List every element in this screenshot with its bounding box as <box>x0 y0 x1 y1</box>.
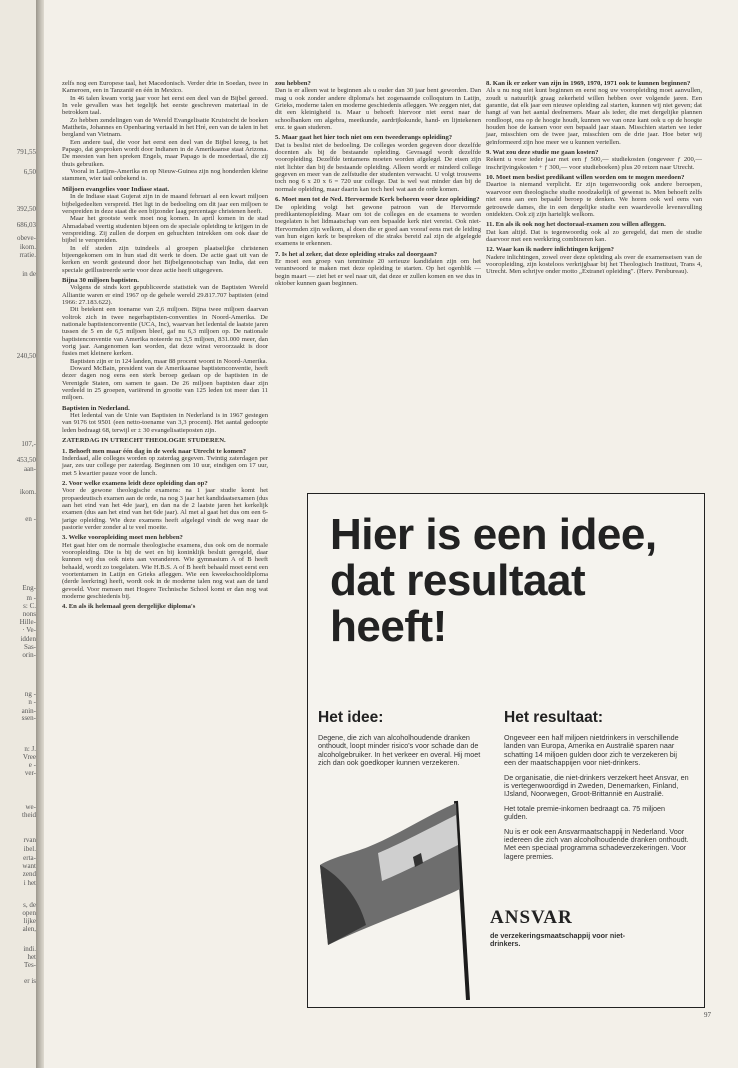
previous-page-fragment: er is <box>24 977 36 985</box>
previous-page-fragment: Vree <box>22 753 36 761</box>
previous-page-fragment: 453,50 <box>16 456 36 464</box>
question: 11. En als ik ook nog het doctoraal-examen zou willen afleggen. <box>486 221 666 229</box>
previous-page-fragment: erta- <box>23 854 36 862</box>
paragraph: Een andere taal, die voor het eerst een deel van de Bijbel kreeg, is het Papago, dat gesproken wordt door Indianen in de Amerikaanse staat Arizona. De meesten van hen spreken Engels, maar Papago is de moedertaal, die zij thuis gebruiken. <box>62 138 268 168</box>
question: zou hebben? <box>275 80 311 87</box>
paragraph: Het ledental van de Unie van Baptisten in Nederland is in 1967 gestegen van 9176 tot 9501 (een netto-toename van 3,3 procent). Het aantal gedoopte leden bedraagt 68, terwijl er ± 30 evangelisatieposten zijn. <box>62 412 268 434</box>
paragraph: Volgens de sinds kort gepubliceerde statistiek van de Baptisten Wereld Alliantie waren er eind 1967 op de gehele wereld 29.817.707 baptisten (eind 1966: 27.183.622). <box>62 284 268 306</box>
previous-page-fragment: Sas- <box>23 643 36 651</box>
section-heading: ZATERDAG IN UTRECHT THEOLOGIE STUDEREN. <box>62 437 226 445</box>
previous-page-fragment: ssen- <box>21 714 36 722</box>
answer: Daartoe is niemand verplicht. Er zijn tegenwoordig ook andere beroepen, waarvoor een theologische studie noodzakelijk of gewenst is. Men behoeft zelfs niet eens aan een bepaald beroep te denken. We horen ook wel eens van getrouwde dames, die in een dergelijke studie een waardevolle levensvulling ontdekten. Ook zij zijn hartelijk welkom. <box>486 181 702 218</box>
previous-page-fragment: theid <box>22 811 36 819</box>
previous-page-fragment: 6,50 <box>23 168 36 176</box>
answer: De opleiding volgt het gewone patroon van de Hervormde predikantenopleiding. Maar om tot de colleges en de examens te worden toegelaten is het lidmaatschap van een bepaalde kerk niet vereist. Ook niet-Hervormden zijn welkom, al doen die er goed aan vooraf eens met de leiding van hun eigen kerk te bespreken of die straks bereid zal zijn de afgelegde examens te erkennen. <box>275 203 481 248</box>
resultaat-paragraph: De organisatie, die niet-drinkers verzekert heet Ansvar, en is vertegenwoordigd in Zweden, Denemarken, Finland, IJsland, Noorwegen, Groot-Brittannië en Australië. <box>504 772 689 799</box>
question: 1. Behoeft men maar één dag in de week naar Utrecht te komen? <box>62 447 247 455</box>
paragraph: Dit betekent een toename van 2,6 miljoen. Bijna twee miljoen daarvan voltrok zich in twee negerbaptisten-conventies in Noord-Amerika. De nationale baptistenconventie (UCA, Inc), waarvan het ledental de laatste jaren tussen de 5 en de 6,5 miljoen bleef, gaf nu 6,3 miljoen op. De nationale baptistenconventie van Amerika noteerde nu 3,5 miljoen, 831.000 meer, dan vorig jaar. Aangenomen kan worden, dat deze winst veroorzaakt is door fusies met kleinere kerken. <box>62 306 268 358</box>
flag-illustration <box>318 795 488 1000</box>
previous-page-fragment: zend <box>22 870 36 878</box>
resultaat-text <box>504 734 690 867</box>
paragraph: Zo hebben zendelingen van de Wereld Evangelisatie Kruistocht de boeken Mattheüs, Johannes en Openbaring vertaald in het Hré, een van de talen in het bergland van Vietnam. <box>62 116 268 139</box>
previous-page-fragment: ver- <box>24 769 36 777</box>
previous-page-fragment: in de <box>22 270 36 278</box>
previous-page-fragment: we- <box>25 803 36 811</box>
question: 12. Waar kan ik nadere inlichtingen krijgen? <box>486 246 615 254</box>
column-middle <box>275 80 481 287</box>
resultaat-paragraph: Ongeveer een half miljoen nietdrinkers in verschillende landen van Europa, Amerika en Australië sparen naar schatting 14 miljoen gulden door zich te verzekeren bij een der maatschappijen voor niet-drinkers. <box>504 733 679 768</box>
question: 8. Kan ik er zeker van zijn in 1969, 1970, 1971 ook te kunnen beginnen? <box>486 80 691 87</box>
question: 3. Welke vooropleiding moet men hebben? <box>62 534 183 542</box>
previous-page-fragment: 392,50 <box>16 205 36 213</box>
previous-page-fragment: s: C. <box>23 602 36 610</box>
answer: Nadere inlichtingen, zowel over deze opleiding als over de examenseisen van de vooropleiding, zijn kosteloos verkrijgbaar bij het Theologisch Instituut, Trans 4, Utrecht. Men schrijve onder motto „Extraneï opleiding". (Herv. Persbureau). <box>486 253 702 276</box>
paragraph: Maar het grootste werk moet nog komen. In april komen in de stad Ahmadabad veertig studenten bijeen om de speciale opleiding te krijgen in de verspreiding. Zij zullen de dorpen en gehuchten intrekken om ook daar de bijbel te verspreiden. <box>62 215 268 245</box>
previous-page-fragment: Eng- <box>22 584 36 592</box>
previous-page-fragment: n: J. <box>24 745 36 753</box>
question: 9. Wat zou deze studie me gaan kosten? <box>486 149 599 157</box>
previous-page-fragment: idden <box>20 635 36 643</box>
paragraph: zelfs nog een Europese taal, het Macedonisch. Verder drie in Soedan, twee in Kameroen, een in Tanzanië en één in Mexico. <box>62 80 268 95</box>
previous-page-fragment: ibel. <box>23 845 36 853</box>
ansvar-logo: ANSVAR <box>490 907 573 928</box>
resultaat-paragraph: Nu is er ook een Ansvarmaatschappij in Nederland. Voor iedereen die zich van alcoholhoudende dranken onthoudt. Met een speciaal programma schadeverzekeringen. Voor lagere premies. <box>504 826 689 861</box>
flagpole <box>456 801 468 1000</box>
previous-page-fragment: rratie. <box>19 251 36 259</box>
paragraph: In de Indiase staat Gujerat zijn in de maand februari al een kwart miljoen bijbelgedeelten verspreid. Het ligt in de bedoeling om dit jaar een miljoen te verspreiden in deze staat die een bijzonder laag percentage christenen heeft. <box>62 193 268 215</box>
ad-headline: Hier is een idee, dat resultaat heeft! <box>330 510 657 651</box>
previous-page-fragment: ng - <box>24 690 36 698</box>
question: 4. En als ik helemaal geen dergelijke diploma's <box>62 603 196 611</box>
previous-page-fragment: rvan <box>23 836 36 844</box>
section-heading: Miljoen evangelies voor Indiase staat. <box>62 185 170 193</box>
previous-page-fragment: i het <box>23 879 36 887</box>
ansvar-advertisement <box>307 493 705 1008</box>
answer: Inderdaad, alle colleges worden op zaterdag gegeven. Twintig zaterdagen per jaar, zes uur college per zaterdag. Beginnen om 10 uur, eindigen om 17 uur, met 5 kwartier pauze voor de lunch. <box>62 454 268 477</box>
question: 5. Maar gaat het hier toch niet om een tweederangs opleiding? <box>275 134 453 142</box>
paragraph: In 46 talen kwam vorig jaar voor het eerst een deel van de Bijbel gereed. In vele gevallen was het tegelijk het eerste geschreven materiaal in de betrokken taal. <box>62 94 268 117</box>
section-heading: Bijna 30 miljoen baptisten. <box>62 276 139 284</box>
previous-page-fragment: anin- <box>21 707 36 715</box>
previous-page-fragment: nons <box>22 610 36 618</box>
column-right <box>486 80 702 276</box>
resultaat-paragraph: Het totale premie-inkomen bedraagt ca. 75 miljoen gulden. <box>504 803 666 822</box>
question: 7. Is het al zeker, dat deze opleiding straks zal doorgaan? <box>275 250 438 258</box>
resultaat-title: Het resultaat: <box>504 709 604 726</box>
answer: Het gaat hier om de normale theologische examens, dus ook om de normale vooropleiding. Die is bij de wet en bij koninklijk besluit geregeld, daar kunnen wij dus ook niets aan veranderen. Wie gymnasium A of B heeft behaald, wordt zo toegelaten. Wie H.B.S. A of B heeft behaald moet eerst een voortentamen in Latijn en Grieks afleggen. Wie een kweekschooldiploma (derde leerkring) heeft, wordt ook in de moderne talen nog wat aan de tand gevoeld. Voor mensen met Hogere Technische School komt er dan nog wat moderne geschiedenis bij. <box>62 541 268 601</box>
previous-page-fragment: 791,55 <box>16 148 36 156</box>
answer: Voor de gewone theologische examens: na 1 jaar studie komt het propaedeutisch examen aan de orde, na nog 3 jaar het kandidaatsexamen (dus aan het eind van het 4de jaar), en dan na de 2 laatste jaren het kerkelijk examen (dus aan het eind van het 6de jaar). Al met al gaat het dus om een 6-jarige opleiding. Wie deze examens heeft afgelegd vindt de weg naar de pastorie verder zonder al te veel moeite. <box>62 487 268 531</box>
previous-page-fragment: e - <box>28 761 36 769</box>
question: 10. Moet men beslist predikant willen worden om te mogen meedoen? <box>486 174 685 182</box>
paragraph: Doward McBain, president van de Amerikaanse baptistenconventie, heeft dezer dagen nog eens een sterk beroep gedaan op de baptisten in de Verenigde Staten, om samen te gaan. De 26 miljoen baptisten daar zijn verdeeld in 25 groepen, variërend in grootte van 125 leden tot meer dan 11 miljoen. <box>62 365 268 402</box>
previous-page-fragment: 240,50 <box>16 352 36 360</box>
question: 6. Moet men tot de Ned. Hervormde Kerk behoren voor deze opleiding? <box>275 196 480 204</box>
previous-page-fragment: Hille- <box>19 618 36 626</box>
column-left <box>62 80 268 611</box>
previous-page-fragment: n - <box>28 698 36 706</box>
previous-page-fragment: Tes- <box>24 961 36 969</box>
idee-paragraph: Degene, die zich van alcoholhoudende dranken onthoudt, loopt minder risico's voor schade dan de alcoholgebruiker. In het verkeer en overal. Hij moet zich dan ook goedkoper kunnen verzekeren. <box>318 733 481 768</box>
previous-page-fragment: aan- <box>23 465 36 473</box>
previous-page-edge <box>0 0 38 1068</box>
previous-page-fragment: orin- <box>22 651 36 659</box>
paragraph: Vooral in Latijns-Amerika en op Nieuw-Guinea zijn nog honderden kleine stammen, wier taal onbekend is. <box>62 168 268 183</box>
answer: Dat kan altijd. Dat is tegenwoordig ook al zo geregeld, dat men de studie daarvoor met een werkkring combineren kan. <box>486 228 702 243</box>
previous-page-fragment: 107,- <box>21 440 36 448</box>
previous-page-fragment: ikom. <box>19 243 36 251</box>
previous-page-fragment: lijke <box>23 917 36 925</box>
previous-page-fragment: · Ve- <box>22 626 36 634</box>
previous-page-fragment: s, de <box>23 901 36 909</box>
paragraph: In elf steden zijn tuindeels al groepen plaatselijke christenen bijeengekomen om in hun stad dit werk te doen. De actie gaat uit van de kerken en wordt gesteund door het Bijbelgenootschap van India, dat een speciale geïllustreerde serie voor deze actie heeft uitgegeven. <box>62 244 268 274</box>
previous-page-fragment: m - <box>26 594 36 602</box>
page-number: 97 <box>704 1011 711 1019</box>
previous-page-fragment: obeve- <box>16 234 36 242</box>
previous-page-fragment: het <box>27 953 36 961</box>
answer: Er moet een groep van tenminste 20 serieuze kandidaten zijn om het verantwoord te maken met deze opleiding te starten. Op het ogenblik — begin maart — ziet het er wel naar uit, dat deze er zullen komen en we dus in oktober kunnen gaan beginnen. <box>275 257 481 287</box>
previous-page-fragment: ikom. <box>19 488 36 496</box>
previous-page-fragment: en - <box>25 515 36 523</box>
answer: Dat is beslist niet de bedoeling. De colleges worden gegeven door dezelfde docenten als bij de bestaande opleiding. Gevraagd wordt dezelfde vooropleiding. Dezelfde tentamens moeten worden afgelegd. De eisen zijn niet lichter dan bij de bestaande opleiding. Alleen wordt er minderd college gegeven en meer van de zelfstudie der studenten verwacht. U volgt trouwens toch nog 6 x 20 x 6 = 720 uur college. Dat is wel wat minder dan bij de normale opleiding, maar daarin kan toch heel wat aan de orde komen. <box>275 141 481 193</box>
answer: Dan is er alleen wat te beginnen als u ouder dan 30 jaar bent geworden. Dan mag u ook zonder andere diploma's het zogenaamde colloquium in Latijn, Grieks, moderne talen en moderne geschiedenis afleggen. We zeggen niet, dat dit een kleinigheid is. Maar u behoeft hiervoor niet eerst naar de schoolbanken om algebra, meetkunde, aardrijkskunde, hand- en lijntekenen enz. te gaan studeren. <box>275 87 481 132</box>
previous-page-fragment: indi. <box>23 945 36 953</box>
answer: Rekent u voor ieder jaar met een ƒ 500,— studiekosten (ongeveer ƒ 200,— inschrijvingskosten + ƒ 300,— voor studieboeken) plus 20 reizen naar Utrecht. <box>486 156 702 171</box>
previous-page-fragment: alen, <box>22 925 36 933</box>
previous-page-fragment: want <box>22 862 36 870</box>
previous-page-fragment: 686,03 <box>16 221 36 229</box>
answer: Als u nu nog niet kunt beginnen en eerst nog uw vooropleiding moet aanvullen, zoudt u natuurlijk graag zekerheid willen hebben over volgende jaren. Een garantie, dat elk jaar een nieuwe opleiding zal starten, kunnen wij niet geven; dat hangt af van het aantal deelnemers. Maar als ieder, die met dergelijke plannen rondloopt, ons op de hoogte houdt, kunnen we van onze kant ook u op de hoogte houden hoe de kansen voor een bepaald jaar staan. Misschien starten we ieder jaar, misschien om de twee jaar, misschien om de drie jaar. Hoe beter wij geïnformeerd zijn hoe meer we u kunnen vertellen. <box>486 87 702 146</box>
ansvar-tagline: de verzekeringsmaatschappij voor niet-drinkers. <box>490 931 626 949</box>
idee-title: Het idee: <box>318 709 384 726</box>
previous-page-fragment: open <box>22 909 36 917</box>
idee-text <box>318 734 488 774</box>
section-heading: Baptisten in Nederland. <box>62 404 130 412</box>
question: 2. Voor welke examens leidt deze opleiding dan op? <box>62 479 208 487</box>
paragraph: Baptisten zijn er in 124 landen, maar 88 procent woont in Noord-Amerika. <box>70 357 268 365</box>
